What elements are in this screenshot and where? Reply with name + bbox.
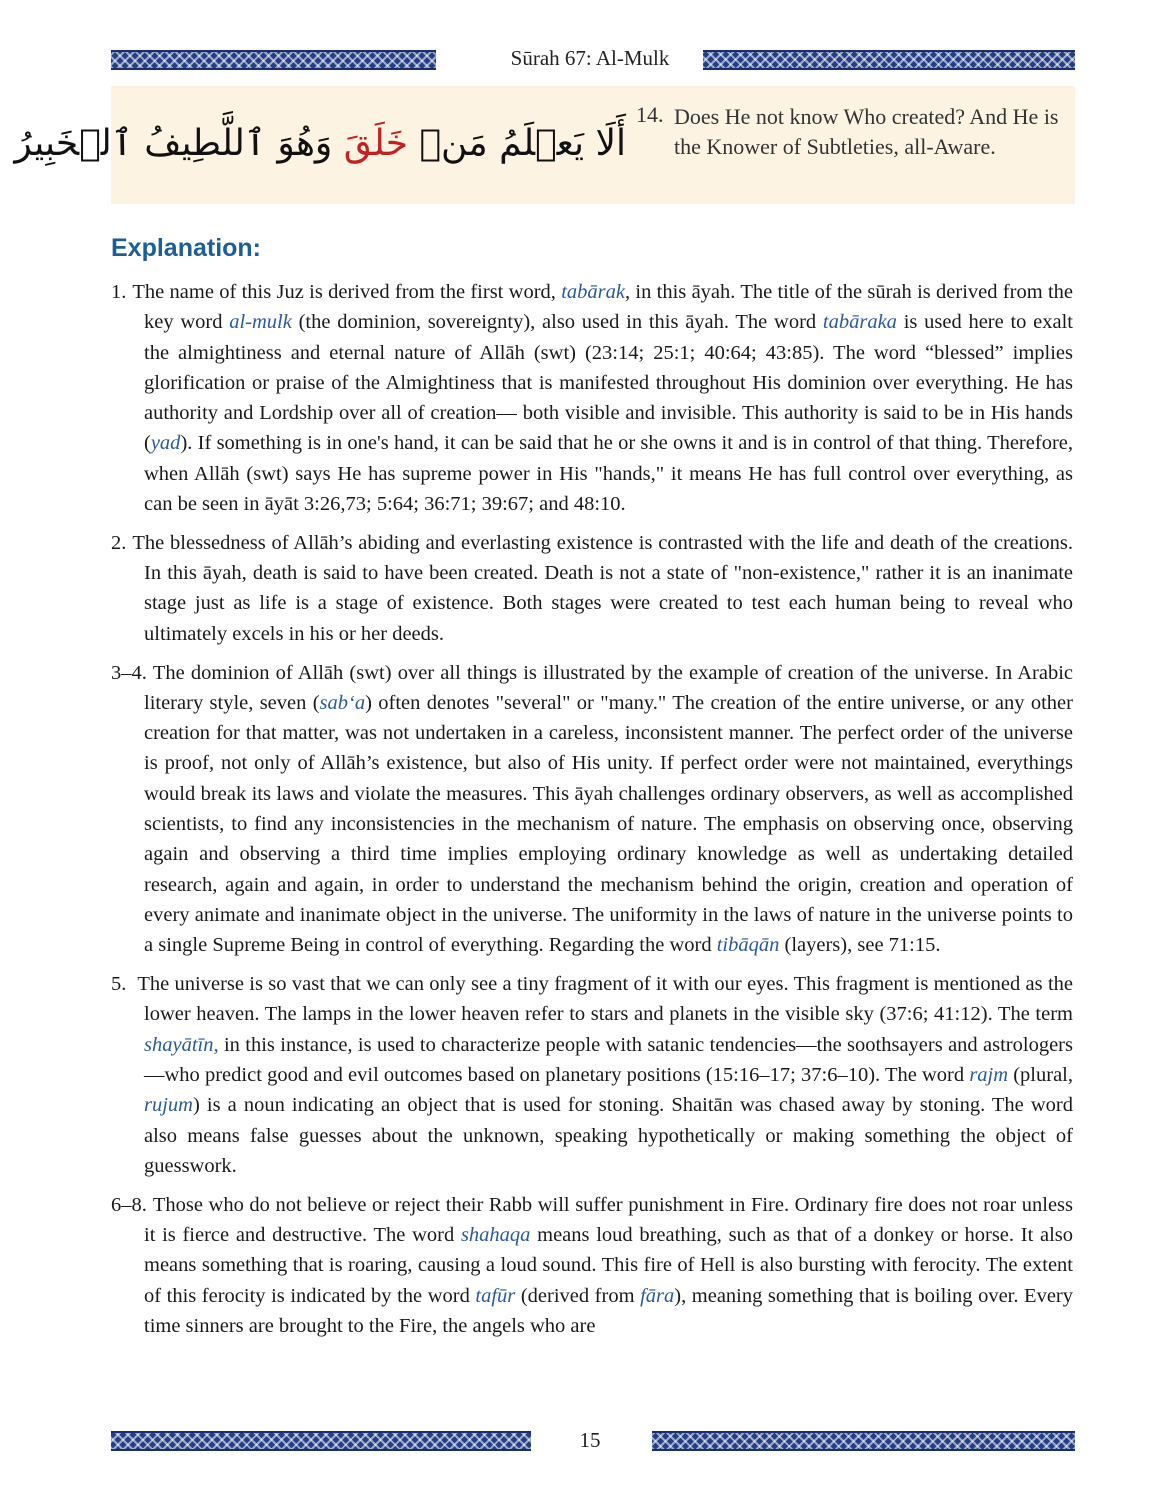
arabic-term: yad xyxy=(150,432,181,455)
ayah-number: 14. xyxy=(636,102,664,127)
arabic-term: shayātīn, xyxy=(144,1033,219,1056)
explanation-text: The dominion of Allāh (swt) over all things is illustrated by the example of creation of the universe. In Arabic literary style, seven ( xyxy=(144,661,1073,714)
ayah-arabic-highlight: خَلَقَ xyxy=(343,123,408,164)
arabic-term: tabāraka xyxy=(822,311,897,334)
explanation-text: is used here to exalt the almightiness and eternal nature of Allāh (swt) (23:14; 25:1; 40:64; 43:85). The word “blessed” implies glorification or praise of the Almightiness that is manifested throughout His dominion over everything. He has authority and Lordship over all of creation— both visible and invisible. This authority is said to be in His hands ( xyxy=(144,311,1073,455)
footer-ornament-right xyxy=(652,1431,1075,1451)
arabic-term: tibāqān xyxy=(716,934,780,957)
arabic-term: fāra xyxy=(640,1284,675,1307)
page-header-title: Sūrah 67: Al-Mulk xyxy=(510,46,670,70)
arabic-term: sab‘a xyxy=(319,691,366,714)
ayah-arabic-part: أَلَا يَعۡلَمُ مَنۡ xyxy=(407,123,626,164)
explanation-text: (layers), see 71:15. xyxy=(779,934,941,957)
arabic-term: tafūr xyxy=(475,1284,516,1307)
explanation-text: ) is a noun indicating an object that is used for stoning. Shaitān was chased away by stoning. The word also means false guesses about the unknown, speaking hypothetically or making something the object of guesswork. xyxy=(144,1094,1073,1177)
explanation-text: (plural, xyxy=(1008,1063,1073,1086)
explanation-item-number: 1. xyxy=(111,281,127,303)
explanation-text: means loud breathing, such as that of a donkey or horse. It also means something that is roaring, causing a loud sound. This fire of Hell is also bursting with ferocity. The extent of this ferocity is indicated by the word xyxy=(144,1223,1073,1307)
explanation-text: (the dominion, sovereignty), also used in this āyah. The word xyxy=(291,311,823,334)
explanation-text: The name of this Juz is derived from the first word, xyxy=(132,281,562,303)
explanation-text: ), meaning something that is boiling over. Every time sinners are brought to the Fire, the angels who are xyxy=(144,1284,1074,1337)
explanation-text: The universe is so vast that we can only see a tiny fragment of it with our eyes. This fragment is mentioned as the lower heaven. The lamps in the lower heaven refer to stars and planets in the visible sky (37:6; 41:12). The term xyxy=(132,973,1073,1026)
explanation-item-number: 6–8. xyxy=(111,1193,147,1216)
explanation-heading: Explanation: xyxy=(111,234,262,262)
explanation-item-number: 5. xyxy=(111,973,127,996)
explanation-item-number: 2. xyxy=(111,531,127,554)
explanation-item xyxy=(111,528,1073,649)
explanation-text: (derived from xyxy=(515,1284,641,1307)
explanation-item xyxy=(111,1190,1073,1341)
arabic-term: al-mulk xyxy=(229,311,292,334)
arabic-term: shahaqa xyxy=(460,1223,531,1246)
ayah-arabic-part: وَهُوَ ٱللَّطِيفُ ٱلۡخَبِيرُ xyxy=(14,123,344,164)
arabic-term: rajm xyxy=(969,1063,1009,1086)
ayah-arabic-text xyxy=(14,96,626,192)
explanation-text: in this instance, is used to characterize people with satanic tendencies—the soothsayers and astrologers—who predict good and evil outcomes based on planetary positions (15:16–17; 37:6–10). The word xyxy=(144,1033,1073,1086)
ayah-translation: Does He not know Who created? And He is the Knower of Subtleties, all-Aware. xyxy=(674,104,1059,159)
header-ornament-left xyxy=(111,50,436,70)
explanation-list xyxy=(111,277,1073,1350)
ayah-box xyxy=(14,86,1075,204)
page-number: 15 xyxy=(579,1428,601,1452)
explanation-text: ). If something is in one's hand, it can be said that he or she owns it and is in control of that thing. Therefore, when Allāh (swt) says He has supreme power in His "hands," it means He has full control over everything, as can be seen in āyāt 3:26,73; 5:64; 36:71; 39:67; and 48:10. xyxy=(144,432,1073,516)
explanation-item-number: 3–4. xyxy=(111,661,147,684)
explanation-item xyxy=(111,969,1073,1181)
header-ornament-right xyxy=(703,50,1075,70)
explanation-item xyxy=(111,658,1073,961)
explanation-text: The blessedness of Allāh’s abiding and everlasting existence is contrasted with the life and death of the creations. In this āyah, death is said to have been created. Death is not a state of "non-existence," rather it is an inanimate stage just as life is a stage of existence. Both stages were created to test each human being to reveal who ultimately excels in his or her deeds. xyxy=(132,531,1073,645)
footer-ornament-left xyxy=(111,1431,531,1451)
arabic-term: rujum xyxy=(144,1094,193,1117)
arabic-term: tabārak xyxy=(561,281,625,303)
explanation-text: , in this āyah. The title of the sūrah is derived from the key word xyxy=(144,281,1073,334)
explanation-text: Those who do not believe or reject their Rabb will suffer punishment in Fire. Ordinary fire does not roar unless it is fierce and destructive. The word xyxy=(144,1193,1073,1246)
explanation-item xyxy=(111,277,1073,519)
explanation-text: ) often denotes "several" or "many." The creation of the entire universe, or any other creation for that matter, was not undertaken in a careless, inconsistent manner. The perfect order of the universe is proof, not only of Allāh’s existence, but also of His unity. If perfect order were not maintained, everythings would break its laws and violate the measures. This āyah challenges ordinary observers, as well as accomplished scientists, to find any inconsistencies in the mechanism of nature. The emphasis on observing once, observing again and observing a third time implies employing ordinary knowledge as well as undertaking detailed research, again and again, in order to understand the mechanism behind the origin, creation and operation of every animate and inanimate object in the universe. The uniformity in the laws of nature in the universe points to a single Supreme Being in control of everything. Regarding the word xyxy=(144,691,1073,957)
